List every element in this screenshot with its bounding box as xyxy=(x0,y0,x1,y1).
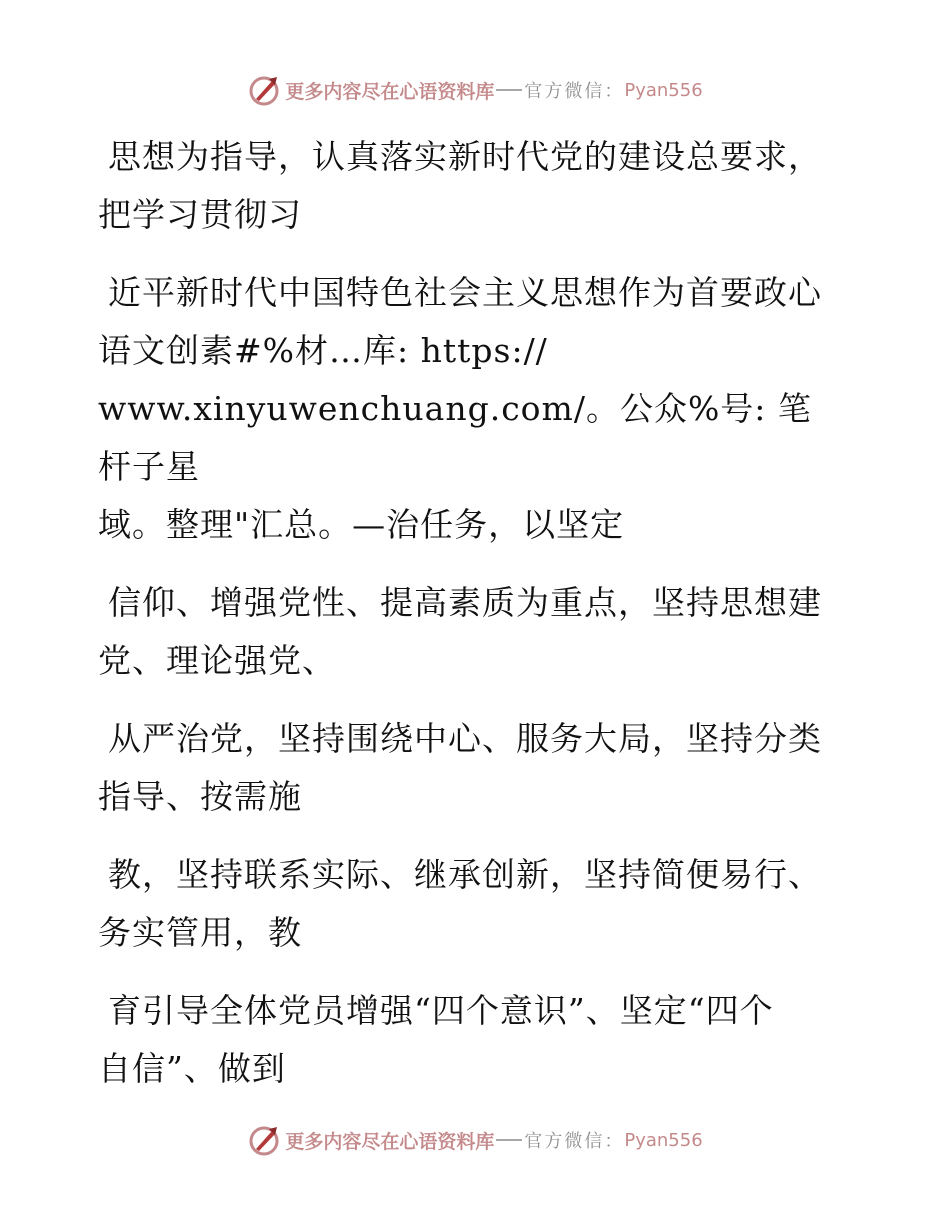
header-banner xyxy=(0,70,950,110)
paragraph-5 xyxy=(98,846,833,962)
text-line: 思想为指导，认真落实新时代党的建设总要求， xyxy=(108,137,822,176)
text-line: 指导、按需施 xyxy=(98,777,302,816)
banner-dash xyxy=(496,89,522,91)
banner-title: 更多内容尽在心语资料库 xyxy=(285,1130,495,1153)
text-line: 近平新时代中国特色社会主义思想作为首要政心 xyxy=(108,273,822,312)
text-line: 从严治党，坚持围绕中心、服务大局，坚持分类 xyxy=(108,719,822,758)
banner-wechat-id: Pyan556 xyxy=(624,79,703,101)
text-line: 把学习贯彻习 xyxy=(98,195,302,234)
quill-logo-icon xyxy=(247,73,281,107)
text-line: 育引导全体党员增强“四个意识”、坚定“四个 xyxy=(108,991,774,1030)
paragraph-2 xyxy=(98,264,833,554)
paragraph-3 xyxy=(98,574,833,690)
banner-wechat-id: Pyan556 xyxy=(624,1129,703,1151)
text-line: 教，坚持联系实际、继承创新，坚持简便易行、 xyxy=(108,855,822,894)
text-line: 党、理论强党、 xyxy=(98,641,336,680)
text-line: 语文创素#%材…库: https:// xyxy=(98,331,548,370)
quill-logo-icon xyxy=(247,1123,281,1157)
text-line: 务实管用，教 xyxy=(98,913,302,952)
banner-subtitle: 官方微信： xyxy=(524,81,625,102)
text-line: www.xinyuwenchuang.com/。公众%号: 笔杆子星 xyxy=(98,389,812,486)
banner-dash xyxy=(496,1139,522,1141)
text-line: 自信”、做到 xyxy=(98,1049,286,1088)
paragraph-4 xyxy=(98,710,833,826)
banner-title: 更多内容尽在心语资料库 xyxy=(285,80,495,103)
paragraph-6 xyxy=(98,982,833,1098)
document-body xyxy=(98,128,833,1118)
footer-banner xyxy=(0,1120,950,1160)
banner-subtitle: 官方微信： xyxy=(524,1131,625,1152)
text-line: 信仰、增强党性、提高素质为重点，坚持思想建 xyxy=(108,583,822,622)
paragraph-1 xyxy=(98,128,833,244)
text-line: 域。整理"汇总。—治任务，以坚定 xyxy=(98,505,625,544)
